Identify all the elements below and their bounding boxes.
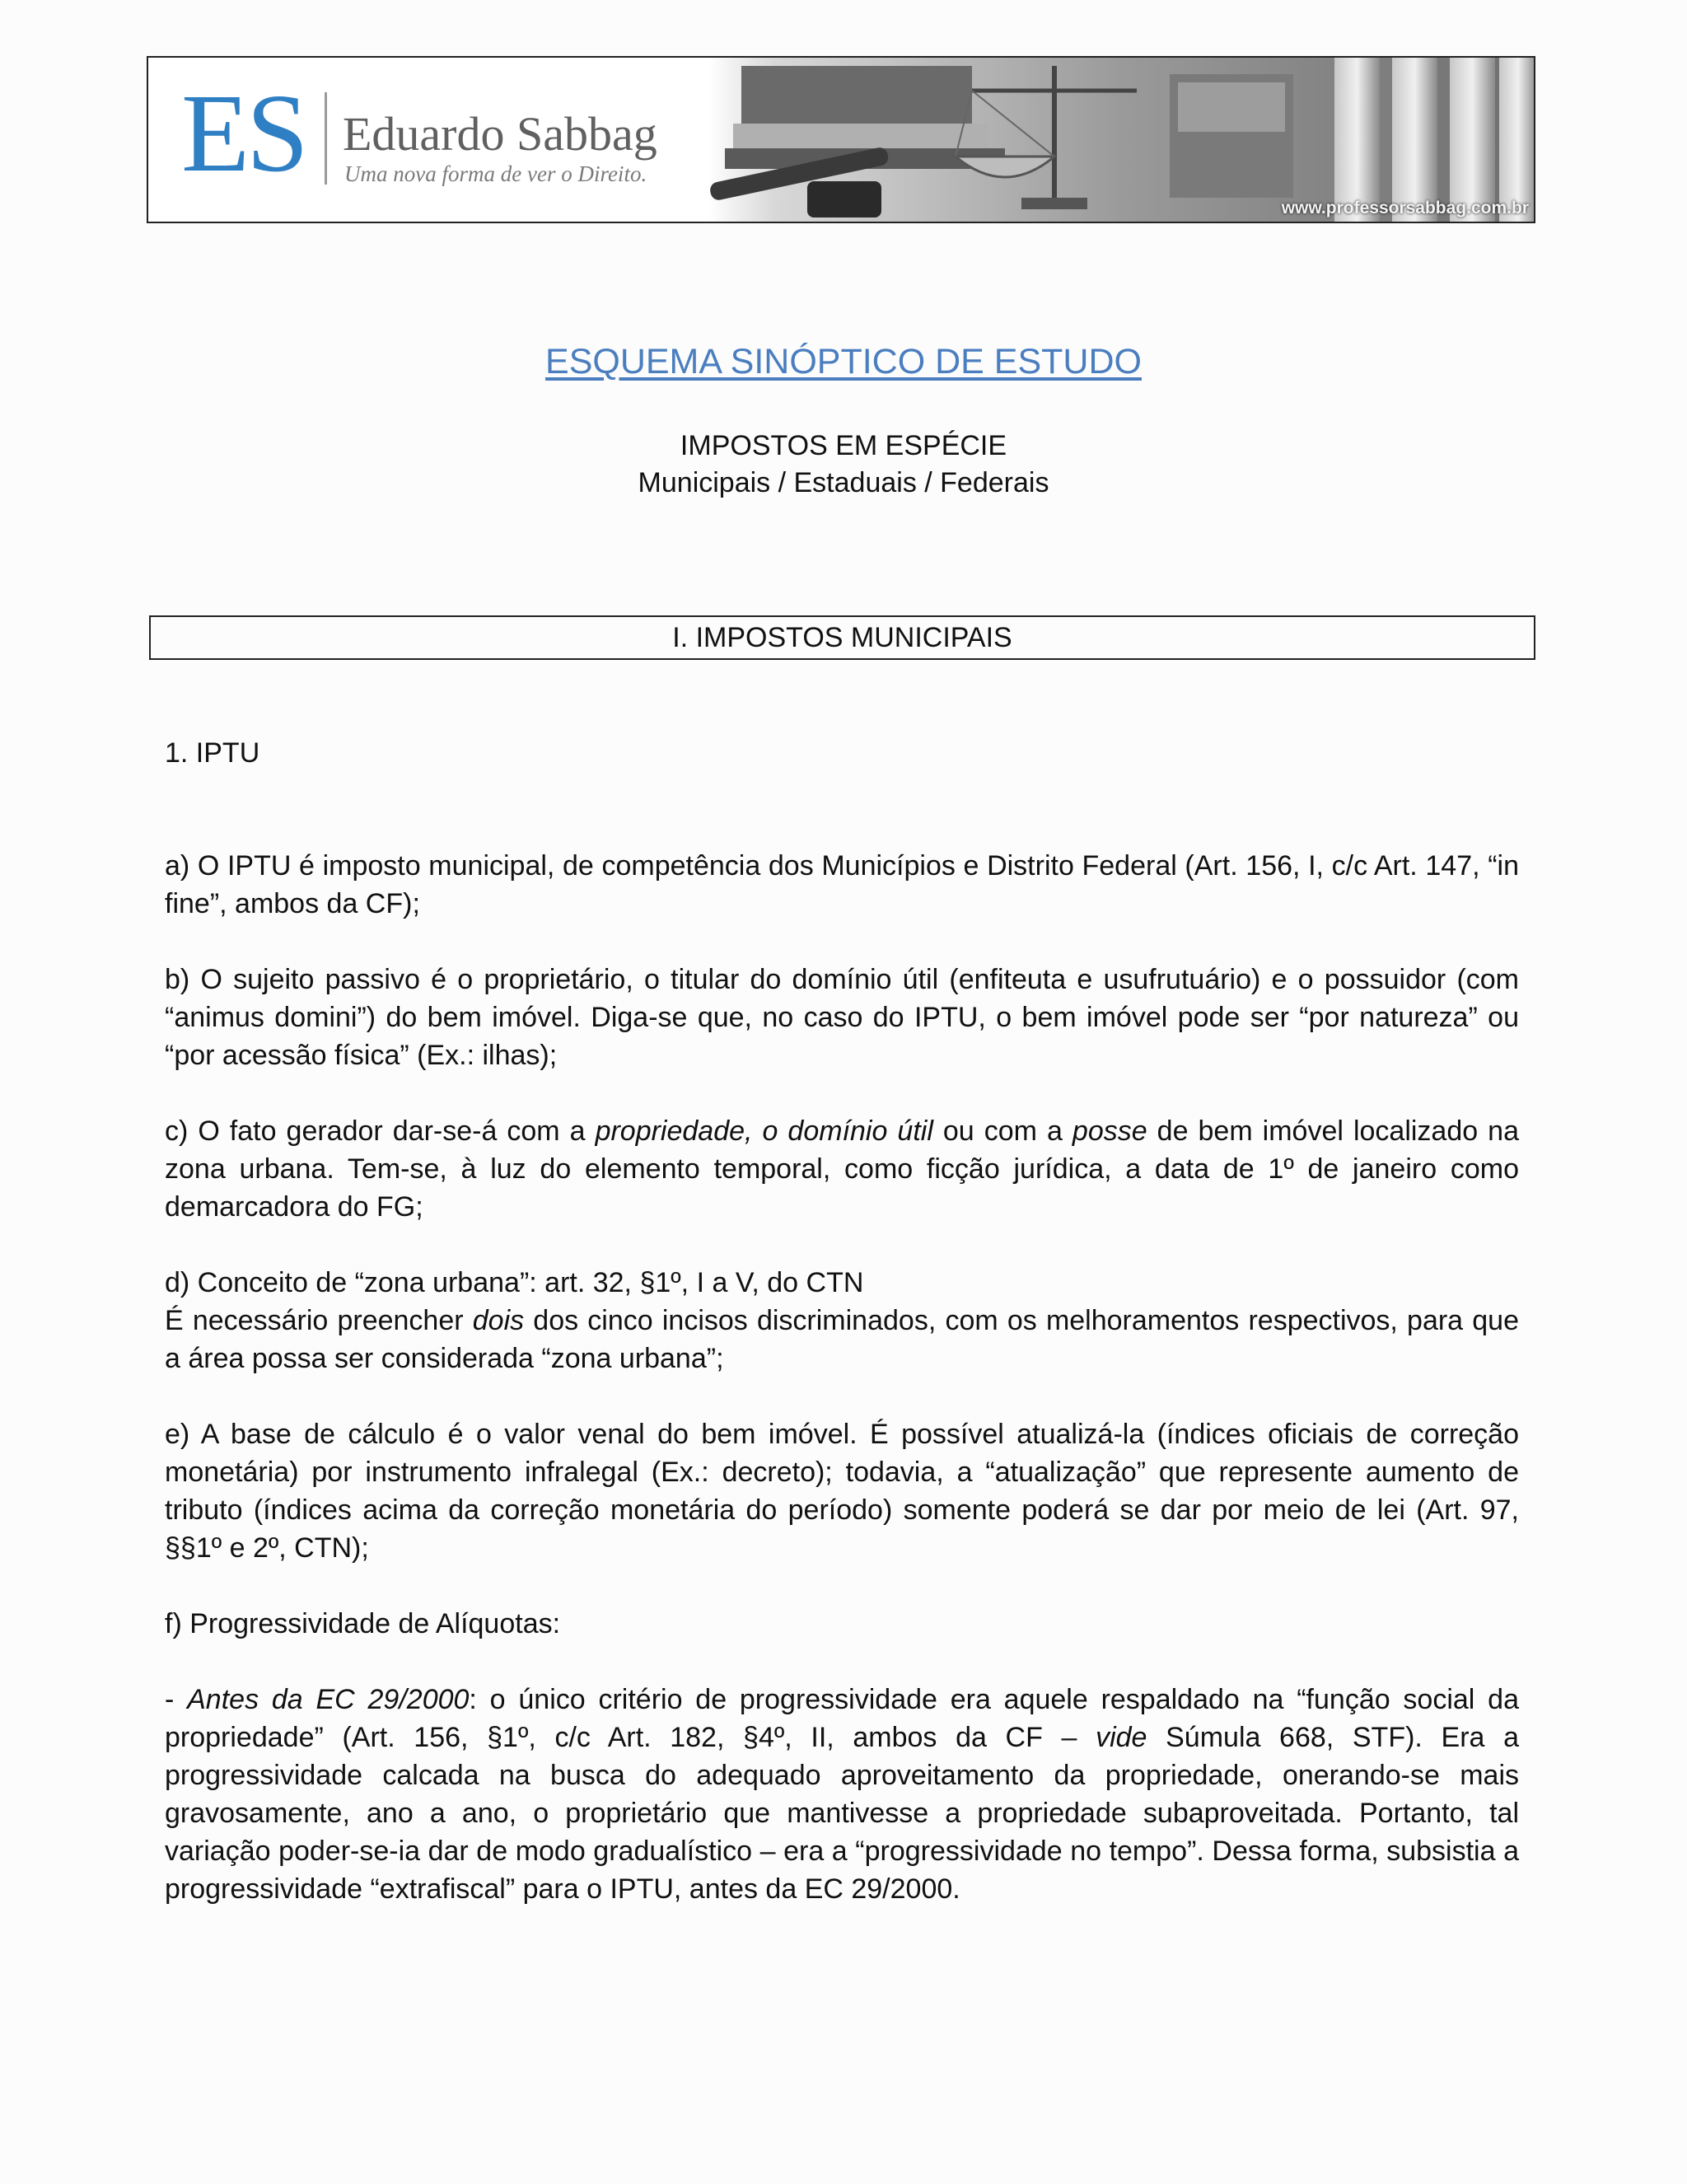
website-url[interactable]: www.professorsabbag.com.br [1281,199,1529,217]
document-subtitle-detail: Municipais / Estaduais / Federais [638,467,1049,498]
logo-divider [325,92,327,185]
author-name: Eduardo Sabbag [343,107,657,161]
emphasis-text: dois [472,1305,525,1336]
paragraph-d-title: d) Conceito de “zona urbana”: art. 32, §1º, I a V, do CTN [165,1267,864,1298]
paragraph-g [165,1681,1519,1908]
text-run: c) O fato gerador dar-se-á com a [165,1115,596,1147]
emphasis-text: Antes da EC 29/2000 [187,1684,470,1715]
document-subtitle: IMPOSTOS EM ESPÉCIE [680,430,1007,461]
document-title: ESQUEMA SINÓPTICO DE ESTUDO [545,342,1142,381]
justice-scale-image [708,58,1535,222]
document-body [165,847,1519,1946]
text-run: de bem imóvel localizado na zona urbana. Tem-se, à luz do elemento temporal, como ficção jurídica, a data de 1º de janeiro como demarcadora do FG; [165,1115,1519,1223]
section-heading-box: I. IMPOSTOS MUNICIPAIS [149,615,1535,660]
text-run: É necessário preencher [165,1305,473,1336]
text-run: - [165,1684,188,1715]
paragraph-e: e) A base de cálculo é o valor venal do bem imóvel. É possível atualizá-la (índices oficiais de correção monetária) por instrumento infralegal (Ex.: decreto); todavia, a “atualização” que represente aumento de tributo (índices acima da correção monetária do período) somente poderá se dar por meio de lei (Art. 97, §§1º e 2º, CTN); [165,1419,1519,1564]
logo-mark: ES [181,72,306,195]
paragraph-c [165,1112,1519,1226]
paragraph-d [165,1302,1519,1377]
text-run: dos cinco incisos discriminados, com os melhoramentos respectivos, para que a área possa ser considerada “zona urbana”; [165,1305,1519,1374]
text-run: : o único critério de progressividade era aquele respaldado na “função social da propriedade” (Art. 156, §1º, c/c Art. 182, §4º, II, ambos da CF – [165,1684,1519,1753]
paragraph-a: a) O IPTU é imposto municipal, de competência dos Municípios e Distrito Federal (Art. 156, I, c/c Art. 147, “in fine”, ambos da CF); [165,850,1519,919]
emphasis-text: posse [1072,1115,1147,1147]
text-run: ou com a [932,1115,1072,1147]
author-tagline: Uma nova forma de ver o Direito. [344,161,647,186]
emphasis-text: vide [1096,1722,1147,1753]
emphasis-text: propriedade, o domínio útil [595,1115,933,1147]
header-banner [147,56,1535,223]
text-run: Súmula 668, STF). Era a progressividade calcada na busca do adequado aproveitamento da propriedade, onerando-se mais gravosamente, ano a ano, o proprietário que mantivesse a propriedade subaproveitada. Portanto, tal variação poder-se-ia dar de modo gradualístico – era a “progressividade no tempo”. Dessa forma, subsistia a progressividade “extrafiscal” para o IPTU, antes da EC 29/2000. [165,1722,1519,1905]
paragraph-b: b) O sujeito passivo é o proprietário, o titular do domínio útil (enfiteuta e usufrutuário) e o possuidor (com “animus domini”) do bem imóvel. Diga-se que, no caso do IPTU, o bem imóvel pode ser “por natureza” ou “por acessão física” (Ex.: ilhas); [165,964,1519,1071]
topic-heading: 1. IPTU [165,737,260,769]
paragraph-f: f) Progressividade de Alíquotas: [165,1608,561,1639]
